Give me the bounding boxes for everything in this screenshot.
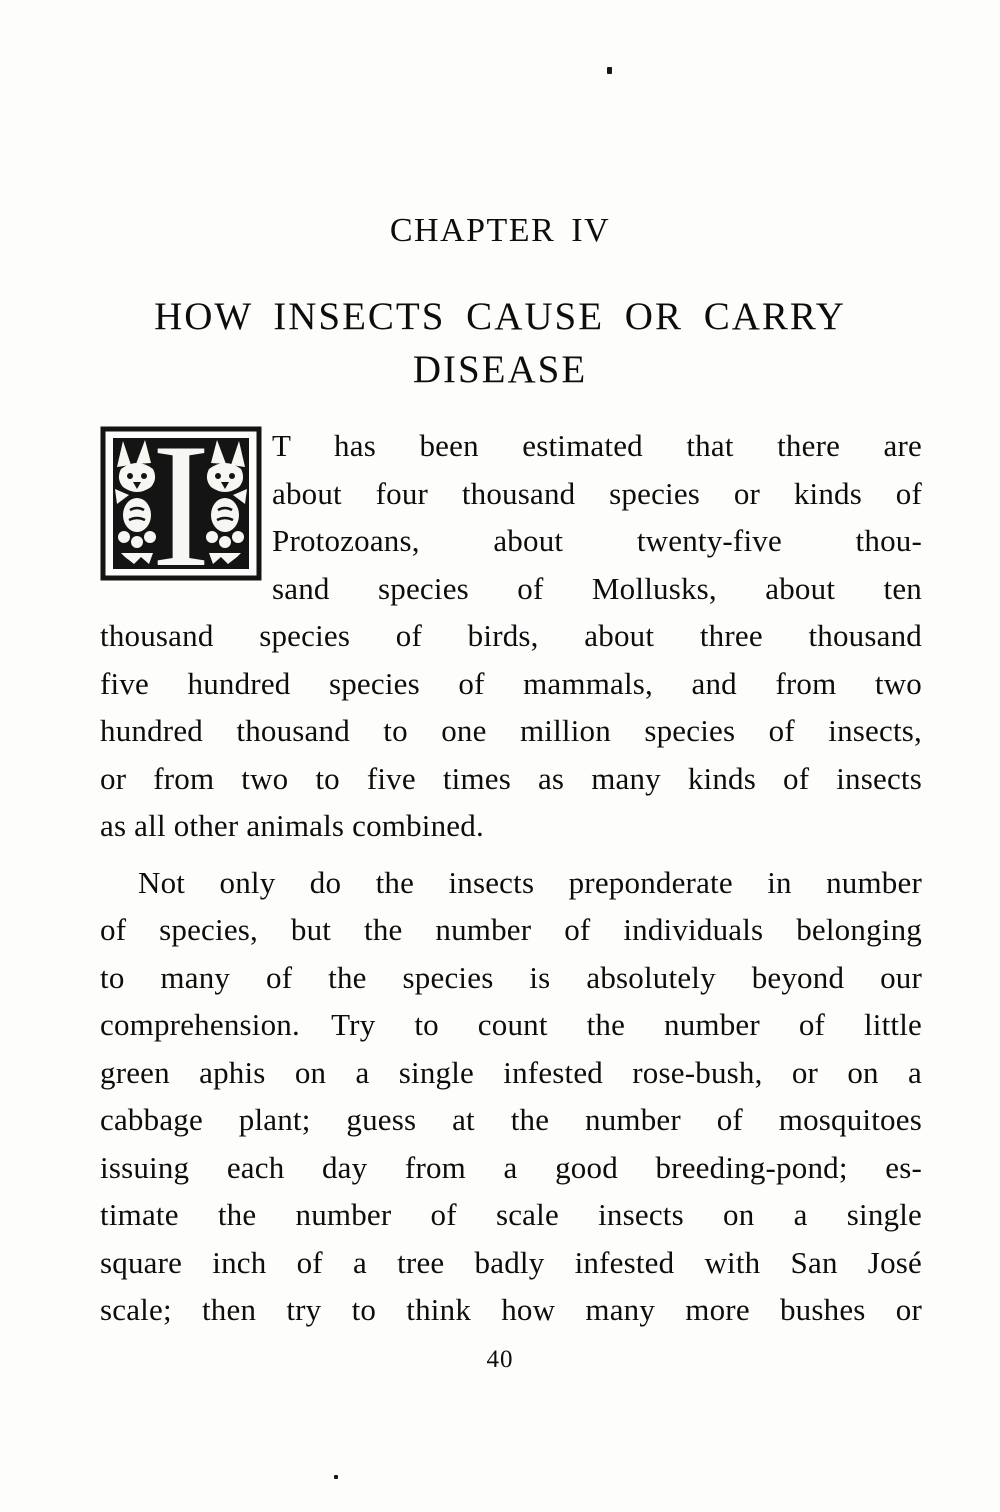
text-line: cabbage plant; guess at the number of mosquitoes bbox=[100, 1102, 922, 1137]
text-line: or from two to five times as many kinds of insects bbox=[100, 760, 922, 796]
page-header bbox=[0, 0, 1000, 396]
text-line: thousand species of birds, about three thousand bbox=[100, 618, 922, 653]
text-line: square inch of a tree badly infested with San José bbox=[100, 1244, 922, 1280]
text-line: green aphis on a single infested rose-bush, or on a bbox=[100, 1054, 922, 1090]
body-text bbox=[100, 422, 922, 1334]
text-line: timate the number of scale insects on a single bbox=[100, 1197, 922, 1232]
page-number: 40 bbox=[486, 1345, 514, 1373]
text-line: scale; then try to think how many more bushes or bbox=[100, 1292, 922, 1327]
drop-cap-woodcut-icon bbox=[100, 426, 262, 581]
text-line: sand species of Mollusks, about ten bbox=[272, 570, 922, 606]
text-line: T has been estimated that there are bbox=[272, 428, 922, 463]
text-line: to many of the species is absolutely beyond our bbox=[100, 959, 922, 995]
text-line: comprehension. Try to count the number of little bbox=[100, 1007, 922, 1042]
text-line: Protozoans, about twenty-five thou- bbox=[272, 523, 922, 558]
paragraph-2 bbox=[100, 859, 922, 1334]
text-line: issuing each day from a good breeding-pond; es- bbox=[100, 1149, 922, 1185]
scan-artifact-dot-top bbox=[607, 67, 612, 74]
text-line: hundred thousand to one million species of insects, bbox=[100, 713, 922, 748]
text-line: about four thousand species or kinds of bbox=[272, 475, 922, 511]
text-line: as all other animals combined. bbox=[100, 808, 484, 843]
chapter-title-line-2: DISEASE bbox=[412, 348, 588, 391]
chapter-heading: CHAPTER IV bbox=[389, 212, 611, 249]
text-line: Not only do the insects preponderate in number bbox=[138, 864, 922, 900]
chapter-title-line-1: HOW INSECTS CAUSE OR CARRY bbox=[154, 295, 846, 338]
drop-cap-letter: I bbox=[151, 426, 211, 581]
scan-artifact-dot-bottom bbox=[334, 1475, 338, 1479]
text-line: of species, but the number of individuals belonging bbox=[100, 912, 922, 947]
chapter-title bbox=[0, 290, 1000, 396]
text-line: five hundred species of mammals, and from two bbox=[100, 665, 922, 701]
